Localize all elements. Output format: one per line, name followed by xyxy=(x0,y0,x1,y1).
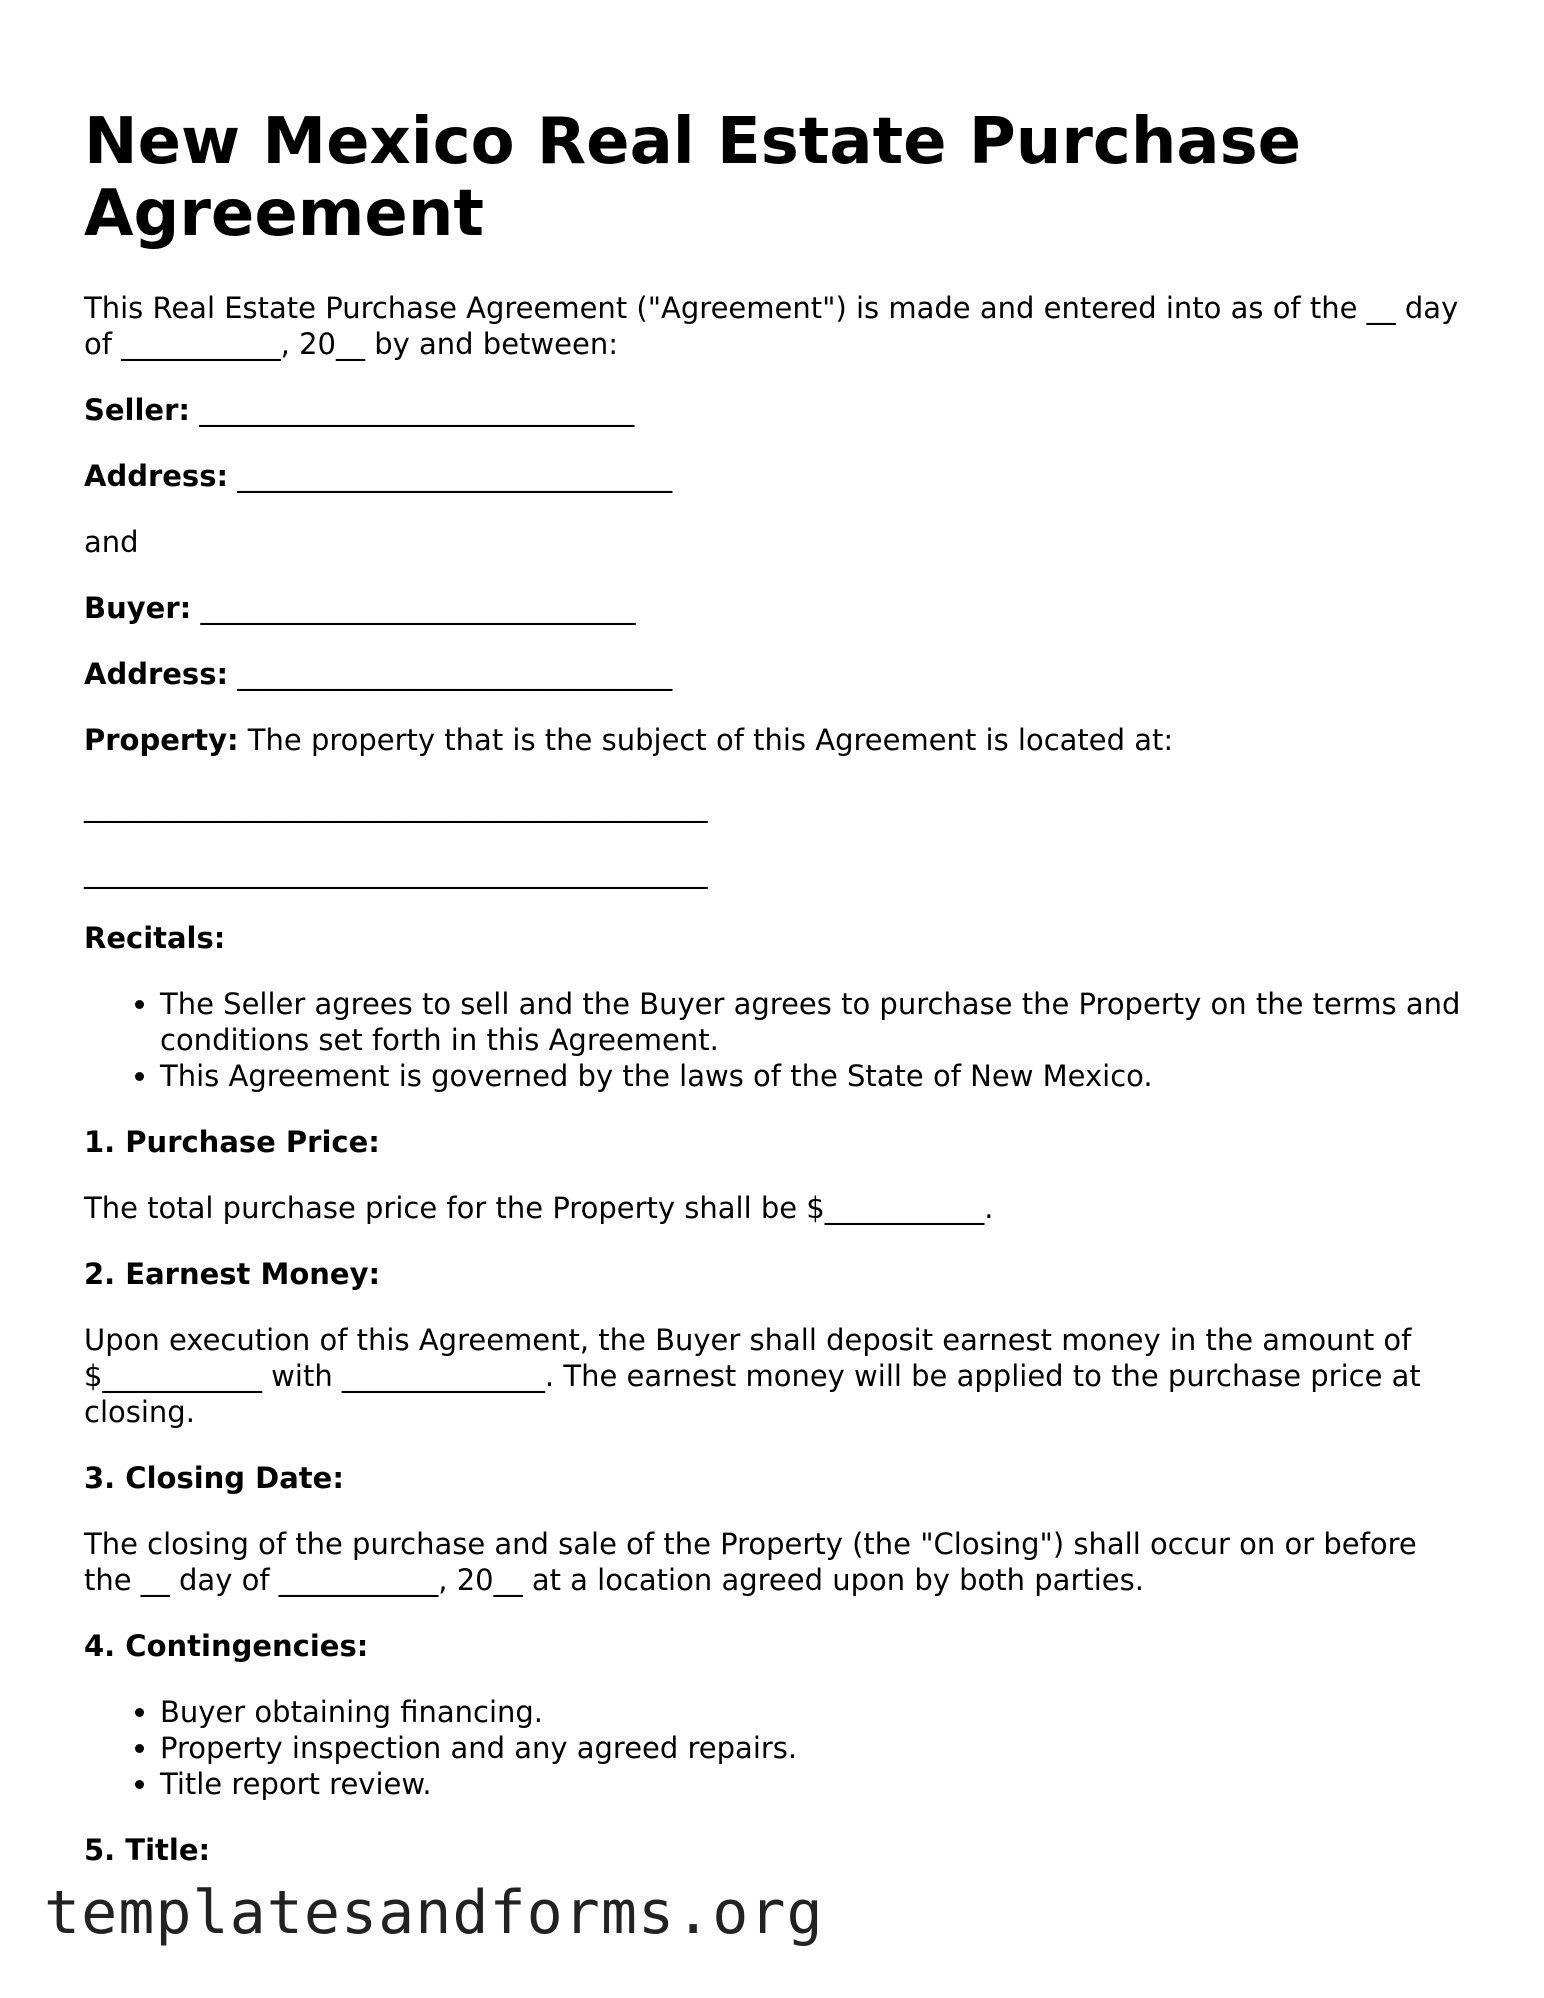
intro-paragraph: This Real Estate Purchase Agreement ("Agreement") is made and entered into as of the __ day of ___________, 20__ by and between: xyxy=(84,291,1459,361)
section-4-heading: 4. Contingencies: xyxy=(84,1629,369,1663)
list-item: • This Agreement is governed by the laws of the State of New Mexico. xyxy=(160,1058,1464,1094)
list-item: • Property inspection and any agreed repairs. xyxy=(160,1730,1464,1766)
buyer-label: Buyer: xyxy=(84,591,192,625)
section-1-heading: 1. Purchase Price: xyxy=(84,1125,380,1159)
buyer-field xyxy=(84,590,1464,626)
document-title: New Mexico Real Estate Purchase Agreement xyxy=(84,105,1302,251)
section-5-heading: 5. Title: xyxy=(84,1833,211,1867)
seller-address-blank: ______________________________ xyxy=(237,459,673,493)
buyer-address-blank: ______________________________ xyxy=(237,657,673,691)
buyer-address-field xyxy=(84,656,1464,692)
property-paragraph xyxy=(84,722,1464,758)
property-label: Property: xyxy=(84,723,239,757)
and-text: and xyxy=(84,525,139,559)
section-2-text: Upon execution of this Agreement, the Buyer shall deposit earnest money in the amount of $___________ with ______________. The earnest money will be applied to the purchase price at closing. xyxy=(84,1323,1421,1429)
property-text: The property that is the subject of this Agreement is located at: xyxy=(247,723,1174,757)
seller-label: Seller: xyxy=(84,393,191,427)
list-item: • Buyer obtaining financing. xyxy=(160,1694,1464,1730)
property-line-1: ___________________________________________ xyxy=(84,789,708,823)
section-2-heading: 2. Earnest Money: xyxy=(84,1257,381,1291)
section-3-heading: 3. Closing Date: xyxy=(84,1461,344,1495)
buyer-address-label: Address: xyxy=(84,657,229,691)
contingencies-list xyxy=(84,1694,1464,1802)
seller-field xyxy=(84,392,1464,428)
property-line-2: ___________________________________________ xyxy=(84,855,708,889)
watermark-text: templatesandforms.org xyxy=(44,1878,824,1948)
section-1-text: The total purchase price for the Property shall be $___________. xyxy=(84,1191,994,1225)
recitals-heading: Recitals: xyxy=(84,921,226,955)
seller-blank: ______________________________ xyxy=(199,393,635,427)
seller-address-field xyxy=(84,458,1464,494)
seller-address-label: Address: xyxy=(84,459,229,493)
buyer-blank: ______________________________ xyxy=(200,591,636,625)
list-item: • The Seller agrees to sell and the Buyer agrees to purchase the Property on the terms and conditions set forth in this Agreement. xyxy=(160,986,1464,1058)
section-3-text: The closing of the purchase and sale of the Property (the "Closing") shall occur on or before the __ day of ___________, 20__ at a location agreed upon by both parties. xyxy=(84,1527,1417,1597)
list-item: • Title report review. xyxy=(160,1766,1464,1802)
recitals-list xyxy=(84,986,1464,1094)
